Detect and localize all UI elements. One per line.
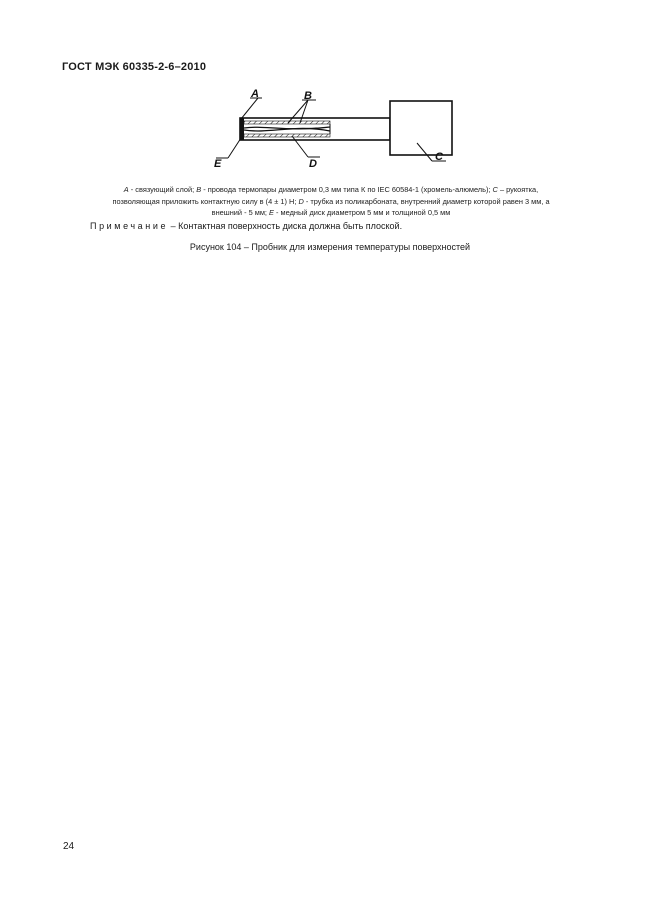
legend-line-1 bbox=[66, 184, 596, 196]
probe-figure bbox=[210, 88, 470, 178]
leader-e bbox=[228, 138, 241, 158]
document-header: ГОСТ МЭК 60335-2-6–2010 bbox=[62, 61, 207, 73]
legend-line-3 bbox=[66, 207, 596, 219]
leader-b2 bbox=[300, 100, 308, 123]
copper-disc bbox=[240, 118, 244, 140]
note-label: Примечание bbox=[90, 221, 169, 231]
legend-key-d: D bbox=[298, 196, 304, 206]
handle bbox=[390, 101, 452, 155]
probe-diagram bbox=[210, 88, 470, 178]
legend-text-a: - связующий слой; bbox=[128, 185, 197, 194]
label-d: D bbox=[309, 158, 317, 170]
page-number: 24 bbox=[63, 841, 75, 852]
legend-key-a: A bbox=[123, 185, 129, 194]
label-c: C bbox=[435, 151, 443, 163]
legend-key-b: B bbox=[196, 185, 202, 194]
legend-text-b: - провода термопары диаметром 0,3 мм типа К по IEC 60584-1 (хромель-алюмель); bbox=[201, 185, 493, 194]
leader-d bbox=[292, 136, 308, 157]
legend-key-c: C bbox=[492, 185, 498, 194]
leader-b1 bbox=[288, 100, 308, 123]
tube-wall-bottom bbox=[244, 134, 330, 137]
figure-caption: Рисунок 104 – Пробник для измерения температуры поверхностей bbox=[189, 242, 471, 252]
legend-text-c: – рукоятка, bbox=[497, 185, 539, 194]
legend-text-e: - медный диск диаметром 5 мм и толщиной 0,5 мм bbox=[273, 208, 451, 217]
figure-legend bbox=[66, 184, 596, 219]
legend-line-2 bbox=[66, 196, 596, 208]
legend-text-d: - трубка из поликарбоната, внутренний диаметр которой равен 3 мм, а bbox=[303, 196, 550, 206]
label-b: B bbox=[304, 90, 312, 102]
legend-key-e: E bbox=[269, 208, 274, 217]
label-a: A bbox=[251, 88, 259, 100]
wire-2 bbox=[244, 128, 330, 131]
tube-wall-top bbox=[244, 121, 330, 124]
figure-note bbox=[90, 221, 570, 231]
legend-text-d-cont: внешний - 5 мм; bbox=[211, 208, 270, 217]
leader-a bbox=[241, 98, 258, 119]
legend-text-c-cont: позволяющая приложить контактную силу в (4 ± 1) Н; bbox=[112, 196, 299, 206]
label-e: E bbox=[214, 158, 222, 170]
note-text: – Контактная поверхность диска должна быть плоской. bbox=[168, 221, 403, 231]
